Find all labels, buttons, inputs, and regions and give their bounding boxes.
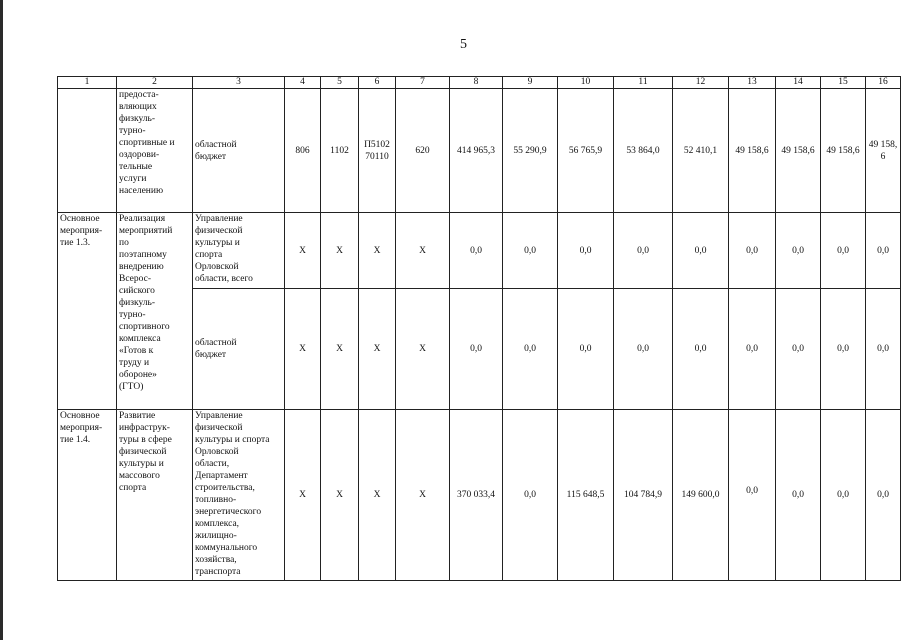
header-cell: 13: [729, 77, 776, 89]
table-cell: 0,0: [503, 289, 558, 410]
header-cell: 15: [821, 77, 866, 89]
header-cell: 9: [503, 77, 558, 89]
header-cell: 7: [396, 77, 450, 89]
header-cell: 3: [193, 77, 285, 89]
activity-number: Основное мероприя- тие 1.3.: [58, 213, 117, 410]
table-cell: 0,0: [729, 410, 776, 581]
header-cell: 11: [614, 77, 673, 89]
table-cell: 149 600,0: [673, 410, 729, 581]
table-cell: 115 648,5: [558, 410, 614, 581]
activity-description: Реализация мероприятий по поэтапному внедрению Всерос- сийского физкуль- турно- спортивного комплекса «Готов к труду и обороне» (ГТО): [117, 213, 193, 410]
table-cell: [58, 89, 117, 213]
table-cell: 0,0: [450, 213, 503, 289]
table-cell: 0,0: [821, 289, 866, 410]
table-row: [58, 410, 901, 581]
table-cell: Х: [321, 410, 359, 581]
table-cell: 0,0: [776, 289, 821, 410]
budget-table: [57, 76, 901, 581]
table-cell: 55 290,9: [503, 89, 558, 213]
funding-source: областной бюджет: [193, 89, 285, 213]
table-cell: 0,0: [673, 213, 729, 289]
table-cell: 49 158,6: [776, 89, 821, 213]
table-cell: 0,0: [673, 289, 729, 410]
table-row: [58, 89, 901, 213]
table-cell: 0,0: [776, 410, 821, 581]
header-cell: 6: [359, 77, 396, 89]
table-cell: 0,0: [866, 289, 901, 410]
table-cell: 370 033,4: [450, 410, 503, 581]
table-cell: 56 765,9: [558, 89, 614, 213]
funding-source: областной бюджет: [193, 289, 285, 410]
table-cell: Х: [396, 410, 450, 581]
table-cell: 1102: [321, 89, 359, 213]
table-cell: Х: [359, 289, 396, 410]
table-cell: 0,0: [450, 289, 503, 410]
header-cell: 14: [776, 77, 821, 89]
table-cell: 104 784,9: [614, 410, 673, 581]
table-cell: 53 864,0: [614, 89, 673, 213]
table-cell: 49 158, 6: [866, 89, 901, 213]
table-cell: 0,0: [503, 410, 558, 581]
header-cell: 12: [673, 77, 729, 89]
table-cell: Х: [321, 289, 359, 410]
table-cell: Х: [359, 213, 396, 289]
table-cell: 0,0: [821, 410, 866, 581]
table-cell: 0,0: [866, 213, 901, 289]
activity-number: Основное мероприя- тие 1.4.: [58, 410, 117, 581]
activity-description: Развитие инфраструк- туры в сфере физической культуры и массового спорта: [117, 410, 193, 581]
header-cell: 16: [866, 77, 901, 89]
activity-description: предоста- вляющих физкуль- турно- спортивные и оздорови- тельные услуги населению: [117, 89, 193, 213]
table-cell: Х: [396, 289, 450, 410]
table-cell: 0,0: [558, 289, 614, 410]
table-cell: 0,0: [614, 213, 673, 289]
funding-source: Управление физической культуры и спорта Орловской области, Департамент строительства, топливно- энергетического комплекса, жилищно- коммунального хозяйства, транспорта: [193, 410, 285, 581]
column-number-header-row: [58, 77, 901, 89]
table-cell: 0,0: [776, 213, 821, 289]
table-cell: 806: [285, 89, 321, 213]
table-cell: 0,0: [558, 213, 614, 289]
table-cell: 52 410,1: [673, 89, 729, 213]
table-cell: 0,0: [866, 410, 901, 581]
table-cell: 49 158,6: [729, 89, 776, 213]
table-cell: 0,0: [729, 213, 776, 289]
header-cell: 4: [285, 77, 321, 89]
table-cell: П5102 70110: [359, 89, 396, 213]
table-cell: Х: [321, 213, 359, 289]
funding-source: Управление физической культуры и спорта Орловской области, всего: [193, 213, 285, 289]
table-cell: Х: [285, 410, 321, 581]
table-cell: 0,0: [503, 213, 558, 289]
header-cell: 1: [58, 77, 117, 89]
table-cell: 414 965,3: [450, 89, 503, 213]
table-cell: Х: [359, 410, 396, 581]
table-cell: Х: [285, 213, 321, 289]
header-cell: 2: [117, 77, 193, 89]
table-cell: Х: [396, 213, 450, 289]
table-cell: Х: [285, 289, 321, 410]
table-row: [58, 213, 901, 289]
header-cell: 8: [450, 77, 503, 89]
table-cell: 0,0: [729, 289, 776, 410]
table-cell: 620: [396, 89, 450, 213]
page-number: 5: [460, 37, 467, 52]
header-cell: 10: [558, 77, 614, 89]
scan-left-edge: [0, 0, 3, 640]
table-cell: 0,0: [821, 213, 866, 289]
header-cell: 5: [321, 77, 359, 89]
table-cell: 49 158,6: [821, 89, 866, 213]
table-cell: 0,0: [614, 289, 673, 410]
